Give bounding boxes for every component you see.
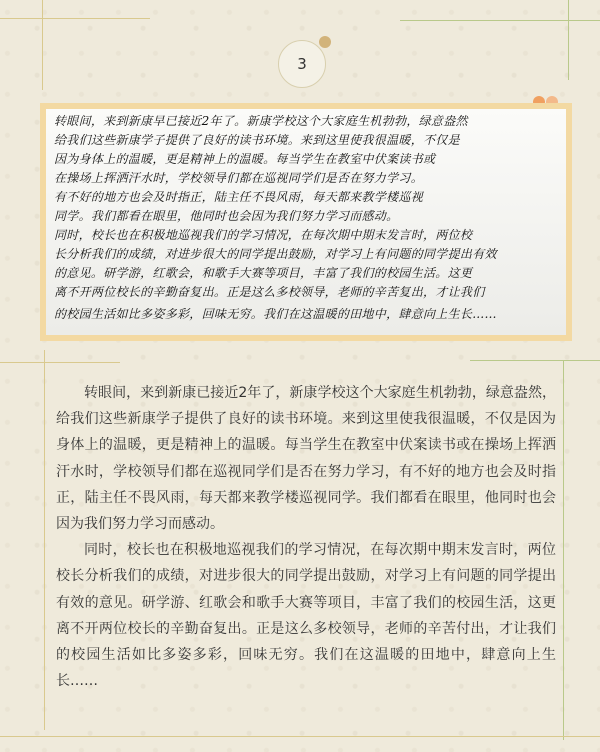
decorative-line-bottom <box>0 736 600 737</box>
handwritten-line: 给我们这些新康学子提供了良好的读书环境。来到这里使我很温暖，不仅是 <box>54 133 460 147</box>
decorative-line-left-lower <box>44 350 45 730</box>
decorative-line-top-left <box>0 18 150 19</box>
handwritten-line: 因为身体上的温暖，更是精神上的温暖。每当学生在教室中伏案读书或 <box>54 152 436 166</box>
paragraph: 转眼间，来到新康已接近2年了，新康学校这个大家庭生机勃勃，绿意盎然，给我们这些新康学子提供了良好的读书环境。来到这里使我很温暖，不仅是因为身体上的温暖，更是精神上的温暖。每当学生在教室中伏案读书或在操场上挥洒汗水时，学校领导们都在巡视同学们是否在努力学习，有不好的地方也会及时指正，陆主任不畏风雨，每天都来教学楼巡视同学。我们都看在眼里，他同时也会因为我们努力学习而感动。 <box>56 385 556 533</box>
handwritten-line: 在操场上挥洒汗水时，学校领导们都在巡视同学们是否在努力学习。 <box>54 171 424 185</box>
handwritten-note-photo <box>46 109 566 335</box>
handwritten-line: 离不开两位校长的辛勤奋复出。正是这么多校领导，老师的辛苦复出，才让我们 <box>54 285 485 299</box>
handwritten-line: 同学。我们都看在眼里，他同时也会因为我们努力学习而感动。 <box>54 209 399 223</box>
handwritten-line: 长分析我们的成绩，对进步很大的同学提出鼓励，对学习上有问题的同学提出有效 <box>54 247 497 261</box>
decorative-line-right-lower <box>563 360 564 740</box>
decorative-line-right <box>568 0 569 80</box>
decorative-line-left <box>42 0 43 90</box>
handwritten-line: 的校园生活如比多姿多彩，回味无穷。我们在这温暖的田地中，肆意向上生长…… <box>54 307 497 321</box>
handwritten-line: 的意见。研学游，红歌会，和歌手大赛等项目，丰富了我们的校园生活。这更 <box>54 266 473 280</box>
paragraph: 同时，校长也在积极地巡视我们的学习情况，在每次期中期末发言时，两位校长分析我们的成绩，对进步很大的同学提出鼓励，对学习上有问题的同学提出有效的意见。研学游、红歌会和歌手大赛等项目，丰富了我们的校园生活，这更离不开两位校长的辛勤奋复出。正是这么多校领导，老师的辛苦付出，才让我们的校园生活如比多姿多彩，回味无穷。我们在这温暖的田地中，肆意向上生长…… <box>56 542 556 690</box>
decorative-line-top-right <box>400 20 600 21</box>
page-number-badge <box>278 40 326 88</box>
handwritten-line: 有不好的地方也会及时指正，陆主任不畏风雨，每天都来教学楼巡视 <box>54 190 424 204</box>
article-body <box>56 380 556 694</box>
handwritten-line: 同时，校长也在积极地巡视我们的学习情况，在每次期中期末发言时，两位校 <box>54 228 473 242</box>
decorative-line-mid-left <box>0 362 120 363</box>
decorative-line-mid-right <box>470 360 600 361</box>
handwritten-line: 转眼间，来到新康早已接近2年了。新康学校这个大家庭生机勃勃，绿意盎然 <box>54 114 468 128</box>
page-number: 3 <box>297 55 307 73</box>
badge-accent-dot <box>319 36 331 48</box>
